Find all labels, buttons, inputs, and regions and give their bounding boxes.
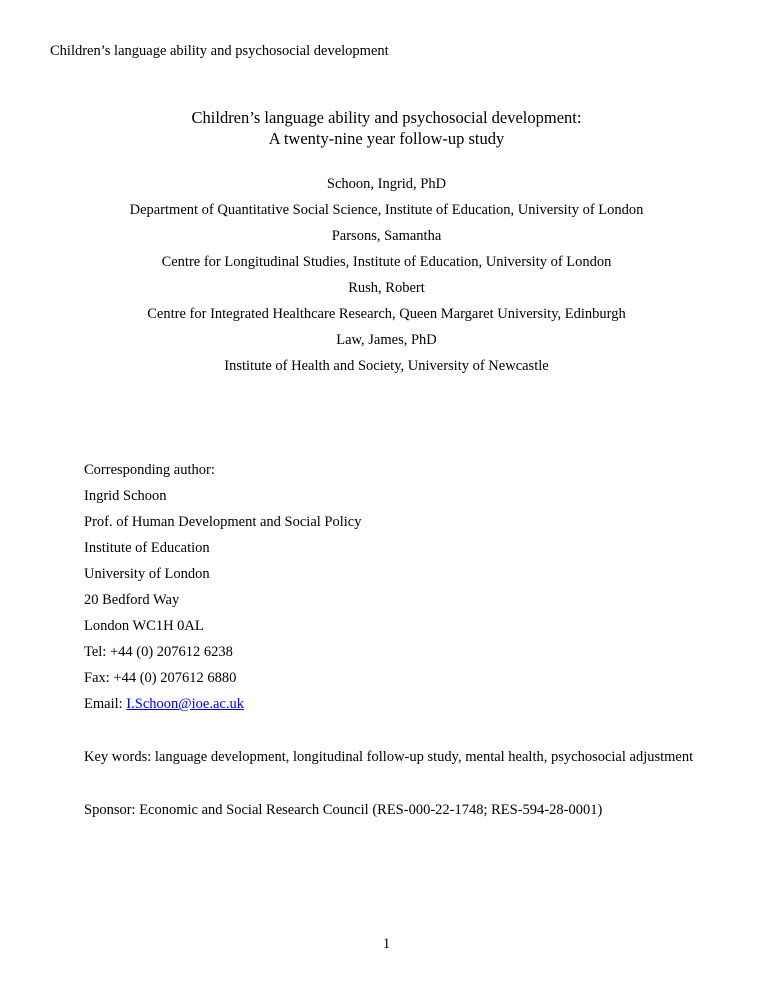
contact-line: Ingrid Schoon — [84, 488, 167, 504]
author-name: Law, James, PhD — [336, 332, 437, 348]
paper-title-line-2: A twenty-nine year follow-up study — [268, 129, 505, 148]
author-affiliation: Institute of Health and Society, University of Newcastle — [224, 358, 549, 374]
sponsor: Sponsor: Economic and Social Research Council (RES-000-22-1748; RES-594-28-0001) — [84, 802, 603, 818]
contact-line: 20 Bedford Way — [84, 592, 180, 608]
email-line — [84, 696, 244, 713]
keywords: Key words: language development, longitudinal follow-up study, mental health, psychosocial adjustment — [84, 749, 694, 765]
email-link[interactable]: I.Schoon@ioe.ac.uk — [126, 696, 244, 712]
contact-line: Tel: +44 (0) 207612 6238 — [84, 644, 233, 660]
page-number: 1 — [382, 936, 391, 952]
contact-line: Prof. of Human Development and Social Policy — [84, 514, 362, 530]
author-name: Rush, Robert — [348, 280, 425, 296]
paper-title-line-1: Children’s language ability and psychosocial development: — [191, 108, 582, 127]
contact-line: Fax: +44 (0) 207612 6880 — [84, 670, 237, 686]
author-affiliation: Centre for Integrated Healthcare Research, Queen Margaret University, Edinburgh — [147, 306, 626, 322]
author-affiliation: Department of Quantitative Social Science, Institute of Education, University of London — [129, 202, 644, 218]
corresponding-author-label: Corresponding author: — [84, 462, 215, 478]
contact-line: University of London — [84, 566, 210, 582]
contact-line: London WC1H 0AL — [84, 618, 204, 634]
email-label: Email: — [84, 696, 127, 712]
contact-line: Institute of Education — [84, 540, 210, 556]
author-name: Parsons, Samantha — [331, 228, 442, 244]
author-name: Schoon, Ingrid, PhD — [326, 176, 447, 192]
running-header: Children’s language ability and psychosocial development — [50, 43, 389, 59]
author-affiliation: Centre for Longitudinal Studies, Institute of Education, University of London — [161, 254, 612, 270]
